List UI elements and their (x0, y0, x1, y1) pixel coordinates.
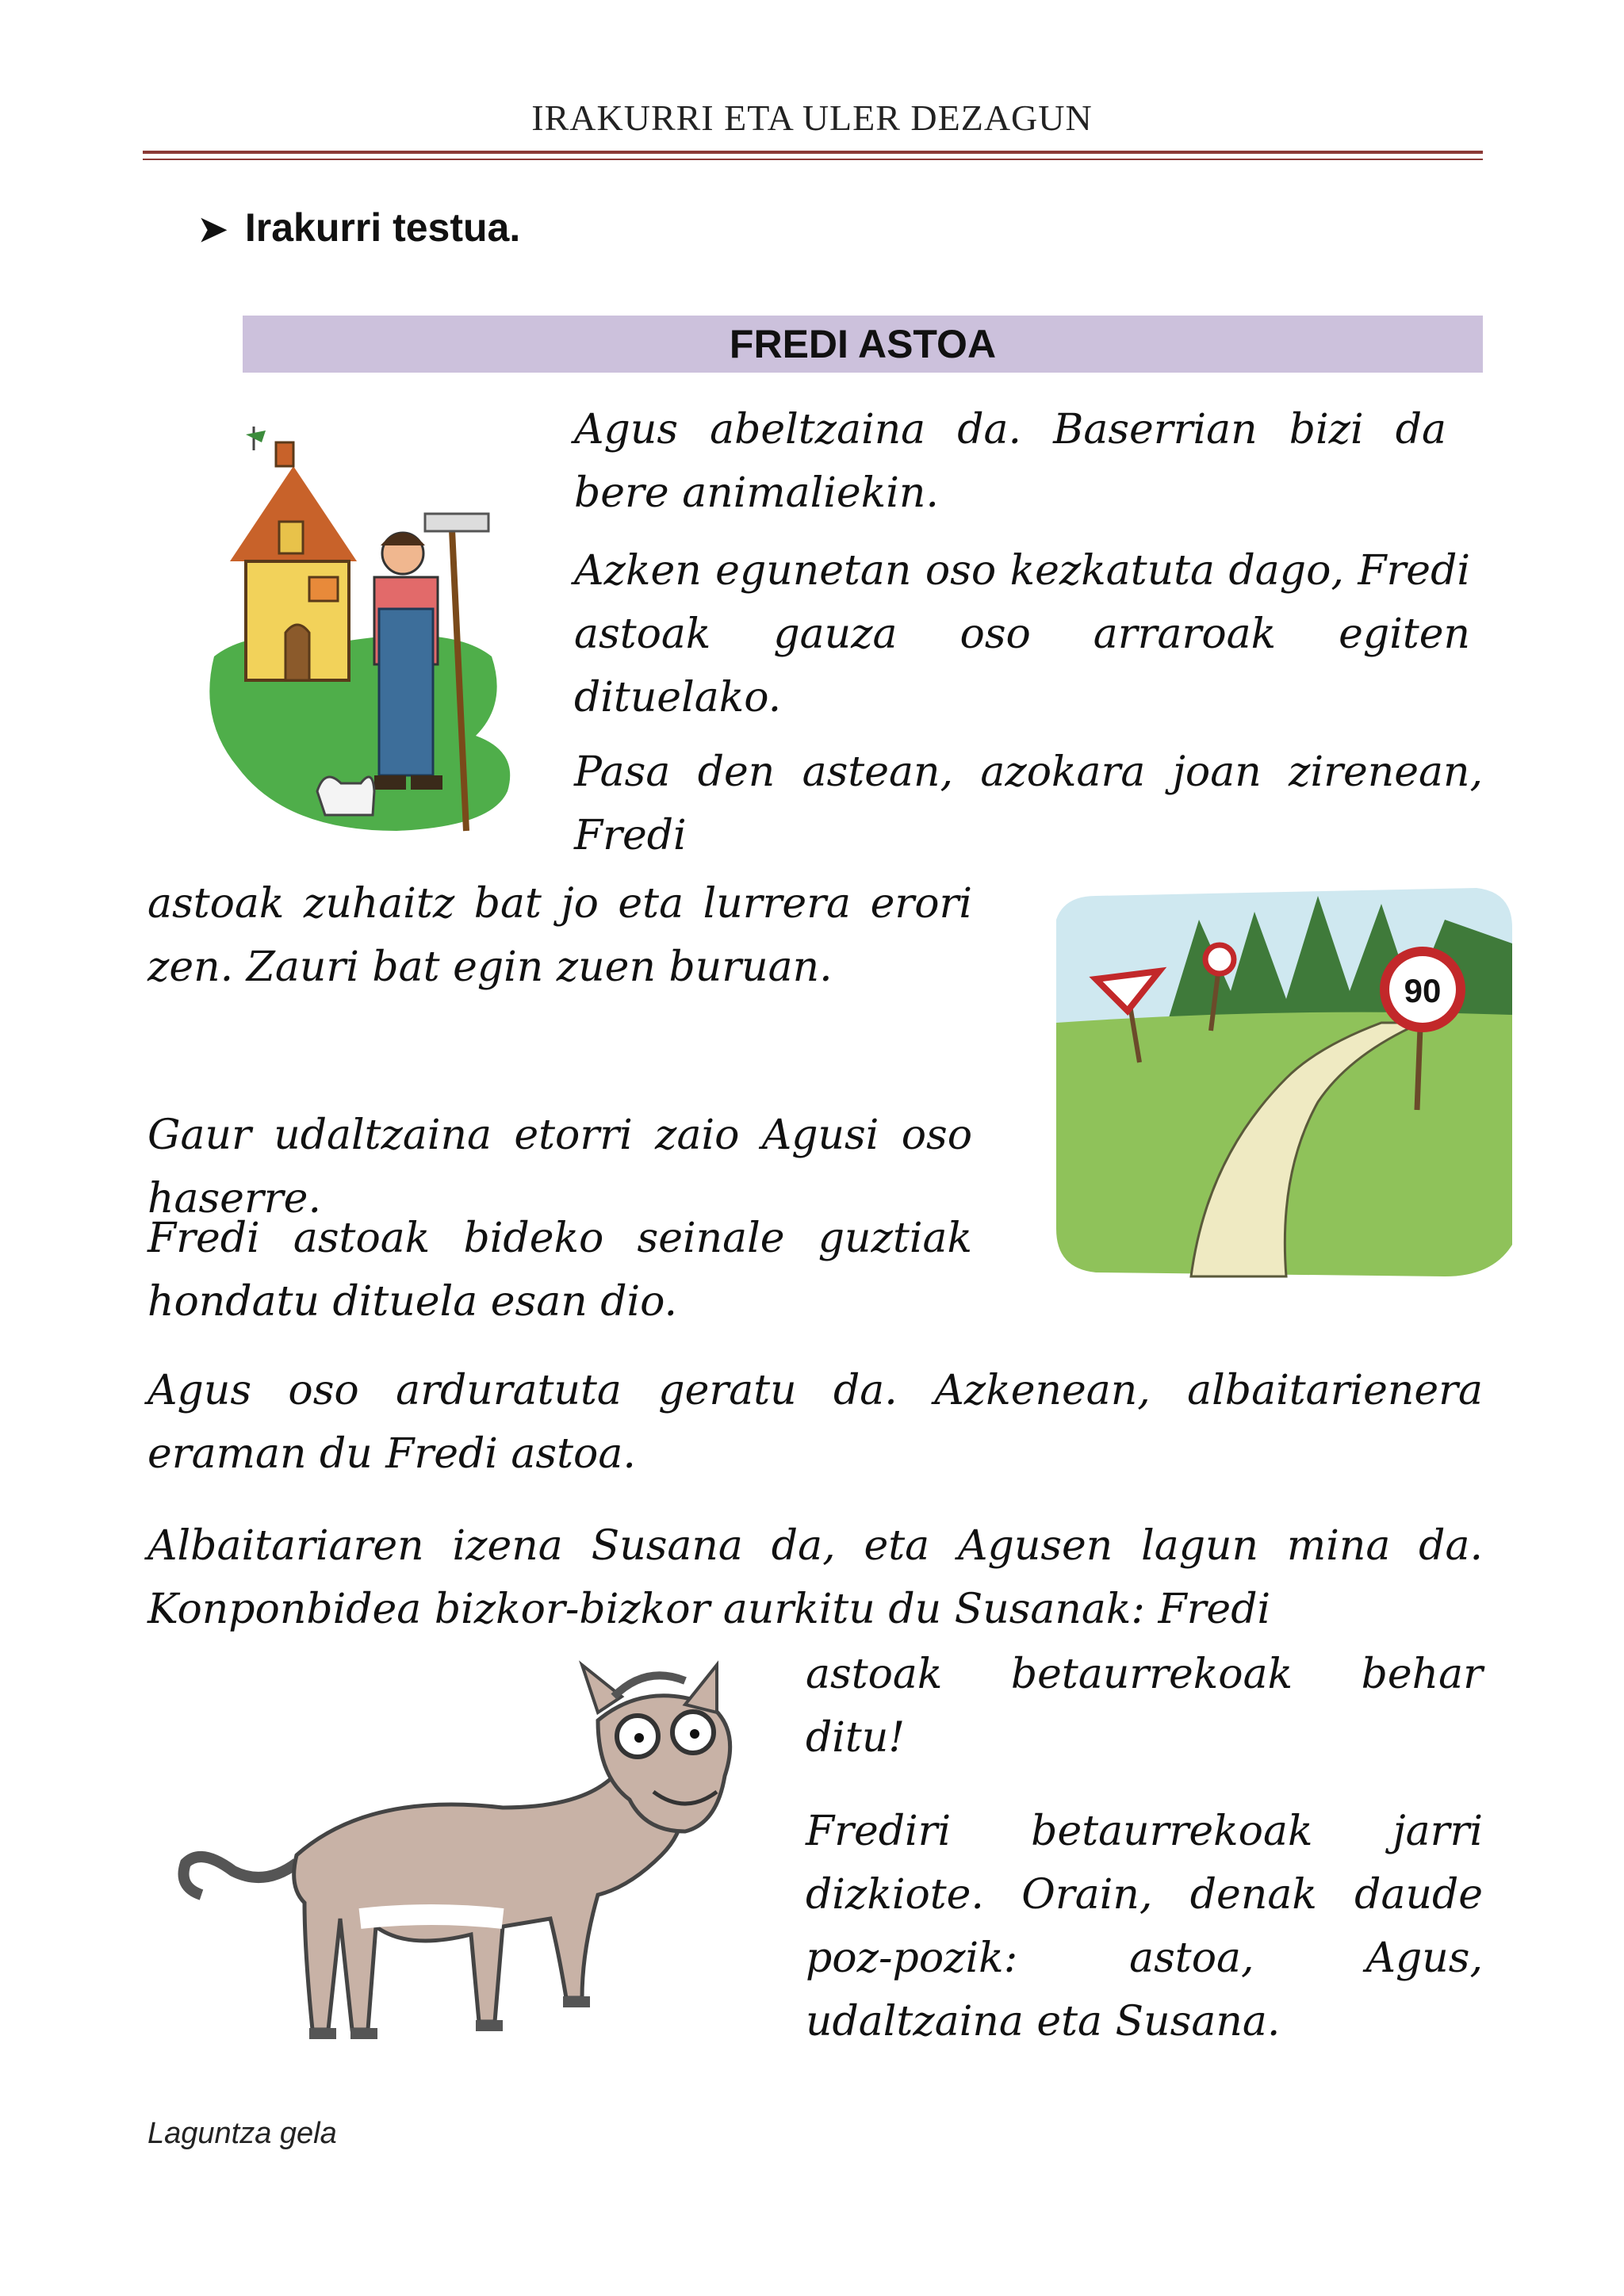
farmer-house-illustration (190, 419, 523, 859)
paragraph-8: Frediri betaurrekoak jarri dizkiote. Orain, denak daude poz-pozik: astoa, Agus, udaltzaina eta Susana. (806, 1808, 1483, 2045)
paragraph-7-continued: astoak betaurrekoak behar ditu! (806, 1651, 1483, 1762)
speed-limit-sign-text: 90 (1404, 972, 1442, 1009)
paragraph-3-start: Pasa den astean, azokara joan zirenean, Fredi (574, 748, 1483, 859)
header-rule-thin (143, 159, 1483, 160)
paragraph-1: Agus abeltzaina da. Baserrian bizi da bere animaliekin. (574, 406, 1446, 517)
paragraph-6: Agus oso arduratuta geratu da. Azkenean, albaitarienera eraman du Fredi astoa. (147, 1367, 1483, 1478)
paragraph-7-start: Albaitariaren izena Susana da, eta Agusen lagun mina da. Konponbidea bizkor-bizkor aurkitu du Susanak: Fredi (147, 1522, 1483, 1633)
paragraph-3-continued: astoak zuhaitz bat jo eta lurrera erori zen. Zauri bat egin zuen buruan. (147, 880, 972, 991)
paragraph-5: Fredi astoak bideko seinale guztiak hondatu dituela esan dio. (147, 1215, 972, 1326)
footer-text: Laguntza gela (147, 2117, 337, 2150)
instruction (198, 205, 520, 251)
paragraph-4: Gaur udaltzaina etorri zaio Agusi oso haserre. (147, 1112, 972, 1223)
header-rule (143, 151, 1483, 154)
donkey-with-glasses-illustration (170, 1649, 756, 2077)
paragraph-2: Azken egunetan oso kezkatuta dago, Fredi astoak gauza oso arraroak egiten dituelako. (574, 547, 1470, 721)
arrow-bullet-icon: ➤ (198, 210, 228, 249)
road-signs-illustration (1048, 872, 1516, 1281)
instruction-text: Irakurri testua. (244, 205, 521, 250)
page-header-title: IRAKURRI ETA ULER DEZAGUN (531, 98, 1093, 138)
story-title: FREDI ASTOA (243, 316, 1483, 373)
